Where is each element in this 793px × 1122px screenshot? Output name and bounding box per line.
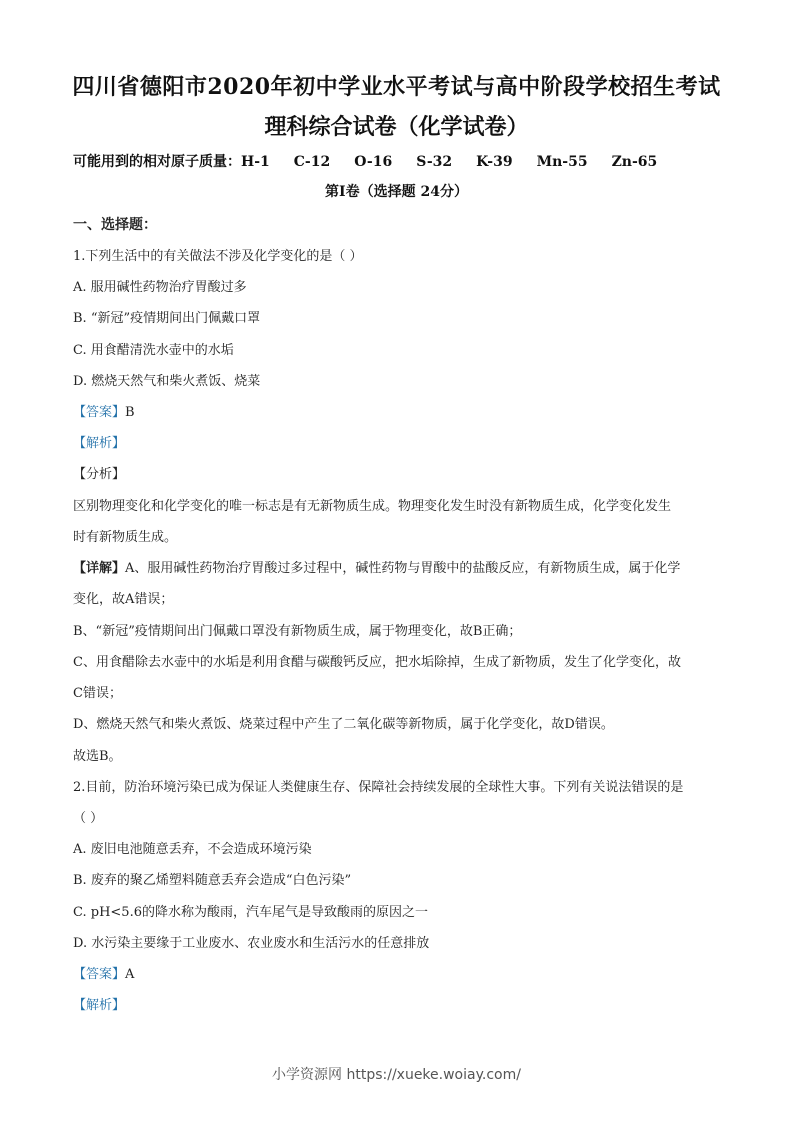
- question-stem: 1.下列生活中的有关做法不涉及化学变化的是（ ）: [73, 249, 363, 264]
- option-a: A. 服用碱性药物治疗胃酸过多: [73, 280, 247, 295]
- detail-text: 故选B。: [73, 749, 122, 764]
- part-heading: 第Ⅰ卷（选择题 24分）: [325, 184, 468, 200]
- answer-line: [73, 401, 135, 420]
- option-d: D. 燃烧天然气和柴火煮饭、烧菜: [73, 374, 261, 389]
- option-c: C. 用食醋清洗水壶中的水垢: [73, 343, 234, 358]
- fenxi-text: 时有新物质生成。: [73, 530, 178, 545]
- option-b: B. 废弃的聚乙烯塑料随意丢弃会造成“白色污染”: [73, 873, 352, 888]
- atomic-mass: O-16: [354, 154, 393, 170]
- document-title: 四川省德阳市2020年初中学业水平考试与高中阶段学校招生考试: [72, 74, 721, 100]
- atomic-masses-label: 可能用到的相对原子质量：: [73, 154, 241, 170]
- detail-text: 变化，故A错误；: [73, 592, 174, 607]
- fenxi-tag: 【分析】: [73, 467, 126, 482]
- answer-tag: 【答案】: [73, 405, 126, 420]
- answer-value: B: [125, 405, 135, 420]
- analysis-tag: 【解析】: [73, 436, 126, 451]
- detail-text: B、“新冠”疫情期间出门佩戴口罩没有新物质生成，属于物理变化，故B正确；: [73, 624, 522, 639]
- section-heading: 一、选择题：: [73, 217, 157, 233]
- atomic-mass: C-12: [293, 154, 331, 170]
- fenxi-text: 区别物理变化和化学变化的唯一标志是有无新物质生成。物理变化发生时没有新物质生成，化学变化发生: [73, 499, 672, 514]
- question-stem: 2.目前，防治环境污染已成为保证人类健康生存、保障社会持续发展的全球性大事。下列有关说法错误的是: [73, 780, 684, 795]
- question-stem-cont: （ ）: [73, 811, 104, 826]
- document-subtitle: 理科综合试卷（化学试卷）: [264, 114, 529, 140]
- option-d: D. 水污染主要缘于工业废水、农业废水和生活污水的任意排放: [73, 936, 430, 951]
- option-a: A. 废旧电池随意丢弃，不会造成环境污染: [73, 842, 312, 857]
- footer-watermark: 小学资源网 https://xueke.woiay.com/: [272, 1067, 521, 1083]
- detail-text: A、服用碱性药物治疗胃酸过多过程中，碱性药物与胃酸中的盐酸反应，有新物质生成，属于化学: [125, 561, 681, 576]
- atomic-masses: [73, 151, 681, 171]
- detail-text: C错误；: [73, 686, 122, 701]
- answer-value: A: [125, 967, 135, 982]
- atomic-mass: Mn-55: [536, 154, 588, 170]
- atomic-mass: Zn-65: [611, 154, 658, 170]
- answer-line: [73, 963, 134, 982]
- atomic-mass: S-32: [416, 154, 453, 170]
- atomic-mass: K-39: [476, 154, 513, 170]
- analysis-tag: 【解析】: [73, 998, 126, 1013]
- detail-text: C、用食醋除去水壶中的水垢是利用食醋与碳酸钙反应，把水垢除掉，生成了新物质，发生了化学变化，故: [73, 655, 681, 670]
- detail-tag: 【详解】: [73, 561, 126, 576]
- option-c: C. pH<5.6的降水称为酸雨，汽车尾气是导致酸雨的原因之一: [73, 905, 428, 920]
- option-b: B. “新冠”疫情期间出门佩戴口罩: [73, 311, 261, 326]
- atomic-mass: H-1: [241, 154, 270, 170]
- answer-tag: 【答案】: [73, 967, 126, 982]
- detail-line: [73, 557, 680, 576]
- detail-text: D、燃烧天然气和柴火煮饭、烧菜过程中产生了二氧化碳等新物质，属于化学变化，故D错误。: [73, 717, 614, 732]
